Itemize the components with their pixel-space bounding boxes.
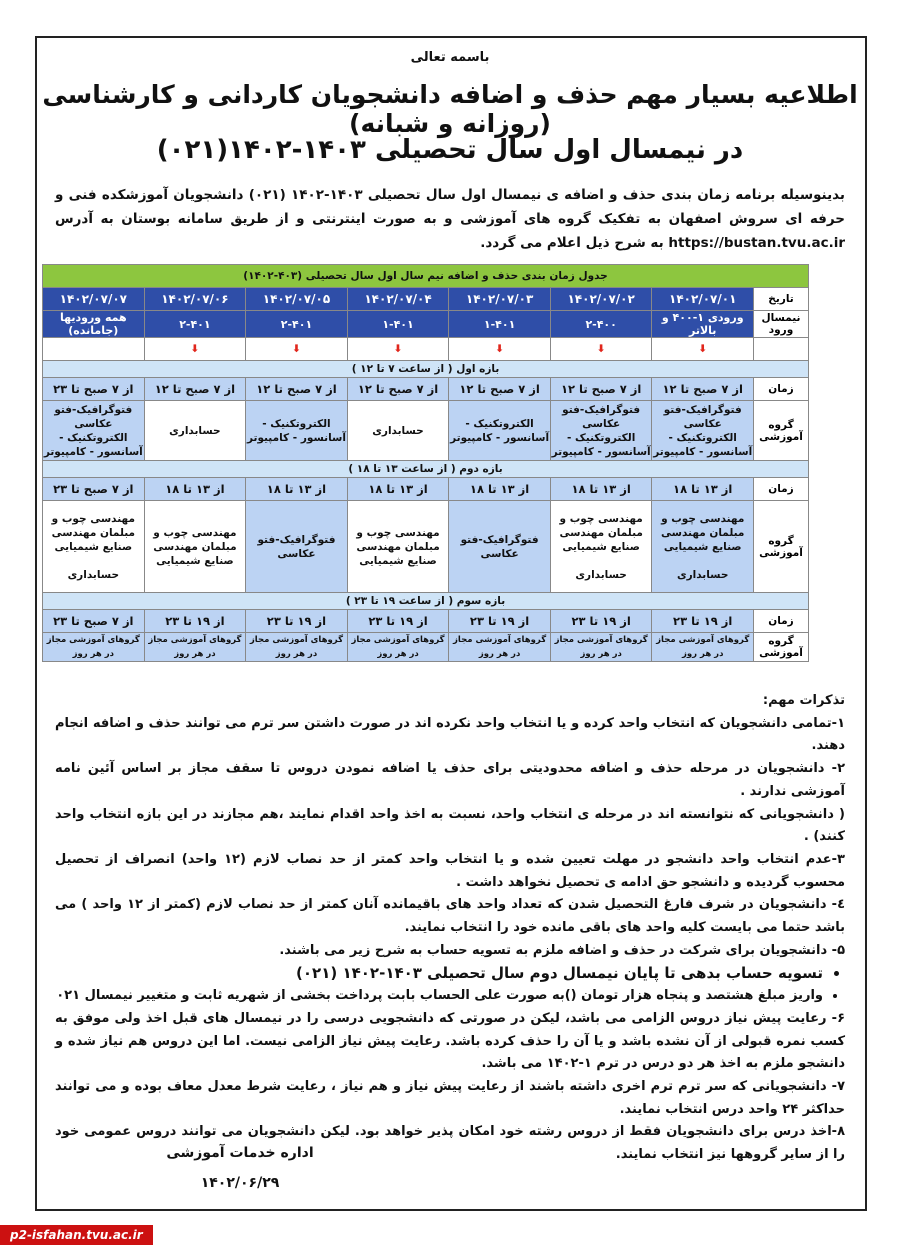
arrow-down-icon: ⬇ [652, 338, 754, 361]
signature-block [150, 1138, 330, 1198]
entry-cell: ۱-۴۰۱ [449, 311, 551, 338]
note-2b: ( دانشجویانی که نتوانسته اند در مرحله ی انتخاب واحد، نسبت به اخذ واحد اقدام نمایند ،هم مجازند در این بازه انتخاب واحد کنند) . [55, 806, 845, 845]
arrow-down-icon: ⬇ [246, 338, 348, 361]
note-5: ۵- دانشجویان برای شرکت در حذف و اضافه ملزم به تسویه حساب به شرح زیر می باشند. [279, 942, 845, 958]
row-label-time: زمان [754, 378, 809, 401]
note-5-bullet-2: • واریز مبلغ هشتصد و پنجاه هزار تومان ()به صورت علی الحساب بابت پرداخت بخشی از شهریه ثابت و متغییر نیمسال ۰۲۱ [55, 985, 823, 1008]
band-3-title: بازه سوم ( از ساعت ۱۹ تا ۲۳ ) [43, 593, 809, 610]
note-2: ۲- دانشجویان در مرحله حذف و اضافه محدودیتی برای حذف یا اضافه نمودن دروس تا سقف مجاز بر اساس آئین نامه آموزشی ندارند . [55, 761, 845, 799]
row-label-group: گروه آموزشی [754, 501, 809, 593]
group-cell: گروهای آموزشی مجاز در هر روز [43, 633, 145, 662]
date-cell: ۱۴۰۲/۰۷/۰۶ [144, 288, 246, 311]
arrow-down-icon: ⬇ [449, 338, 551, 361]
entry-cell: ورودی ۱-۴۰۰ و بالاتر [652, 311, 754, 338]
row-label-entry: نیمسال ورود [754, 311, 809, 338]
group-cell: گروهای آموزشی مجاز در هر روز [652, 633, 754, 662]
row-label-group: گروه آموزشی [754, 401, 809, 461]
group-cell: گروهای آموزشی مجاز در هر روز [347, 633, 449, 662]
note-1: ۱-تمامی دانشجویان که انتخاب واحد کرده و یا انتخاب واحد نکرده اند در صورت داشتن سر ترم می توانند حذف و اضافه انجام دهند. [55, 715, 845, 754]
time-cell: از ۱۹ تا ۲۳ [652, 610, 754, 633]
signature-date: ۱۴۰۲/۰۶/۲۹ [200, 1175, 280, 1191]
entry-cell: ۲-۴۰۱ [246, 311, 348, 338]
group-cell: حسابداری [144, 401, 246, 461]
note-8: ۸-اخذ درس برای دانشجویان فقط از دروس رشته خود امکان پذیر خواهد بود. لیکن دانشجویان می توانند دروس عمومی خود را از سایر گروهها نیز انتخاب نمایند. [55, 1124, 845, 1163]
group-cell: مهندسی چوب و مبلمان مهندسی صنایع شیمیایی [347, 501, 449, 593]
date-cell: ۱۴۰۲/۰۷/۰۵ [246, 288, 348, 311]
intro-paragraph: بدینوسیله برنامه زمان بندی حذف و اضافه ی نیمسال اول سال تحصیلی ۱۴۰۳-۱۴۰۲ (۰۲۱) دانشجویان آموزشکده فنی و حرفه ای سروش اصفهان به تفکیک گروه های آموزشی و به صورت اینترنتی و از طریق سامانه بوستان به آدرس https://bustan.tvu.ac.ir به شرح ذیل اعلام می گردد. [55, 187, 846, 251]
notes-heading: تذکرات مهم: [762, 693, 845, 708]
time-cell: از ۷ صبح تا ۲۳ [43, 378, 145, 401]
entry-cell: ۲-۴۰۱ [144, 311, 246, 338]
arrow-down-icon: ⬇ [347, 338, 449, 361]
note-6: ۶- رعایت پیش نیاز دروس الزامی می باشد، لیکن در صورتی که دانشجویی درسی را در نیمسال های قبل اخذ ولی موفق به کسب نمره قبولی از آن نشده باشد و یا آن را حذف کرده باشد. رعایت پیش نیاز الزامی نیست. اما این دروس هم نیاز شده و دانشجو ملزم به اخذ هر دو درس در ترم ۱-۱۴۰۲ می باشد. [55, 1010, 845, 1072]
group-cell: الکتروتکنیک - آسانسور - کامپیوتر [449, 401, 551, 461]
group-cell: گروهای آموزشی مجاز در هر روز [449, 633, 551, 662]
schedule-table [42, 264, 809, 662]
time-cell: از ۱۹ تا ۲۳ [347, 610, 449, 633]
note-7: ۷- دانشجویانی که سر ترم ترم اخری داشته باشند از رعایت پیش نیاز و هم نیاز ، رعایت شرط معدل معاف بوده و می توانند حداکثر ۲۴ واحد درس انتخاب نمایند. [55, 1078, 845, 1117]
band-2-title: بازه دوم ( از ساعت ۱۳ تا ۱۸ ) [43, 461, 809, 478]
note-5-bullet-1: • تسویه حساب بدهی تا پایان نیمسال دوم سال تحصیلی ۱۴۰۳-۱۴۰۲ (۰۲۱) [55, 962, 823, 985]
row-label-group: گروه آموزشی [754, 633, 809, 662]
arrow-down-icon: ⬇ [550, 338, 652, 361]
time-cell: از ۱۹ تا ۲۳ [449, 610, 551, 633]
group-cell: گروهای آموزشی مجاز در هر روز [550, 633, 652, 662]
group-cell: گروهای آموزشی مجاز در هر روز [246, 633, 348, 662]
time-cell: از ۱۳ تا ۱۸ [449, 478, 551, 501]
entry-cell: ۲-۴۰۰ [550, 311, 652, 338]
group-cell: فتوگرافیک-فتو عکاسی الکتروتکنیک - آسانسور - کامپیوتر [550, 401, 652, 461]
time-cell: از ۱۳ تا ۱۸ [347, 478, 449, 501]
group-cell: مهندسی چوب و مبلمان مهندسی صنایع شیمیایی حسابداری [43, 501, 145, 593]
time-cell: از ۷ صبح تا ۱۲ [652, 378, 754, 401]
page-title: اطلاعیه بسیار مهم حذف و اضافه دانشجویان کاردانی و کارشناسی (روزانه و شبانه) [42, 80, 858, 138]
time-cell: از ۷ صبح تا ۲۳ [43, 610, 145, 633]
date-cell: ۱۴۰۲/۰۷/۰۱ [652, 288, 754, 311]
date-cell: ۱۴۰۲/۰۷/۰۷ [43, 288, 145, 311]
group-cell: مهندسی چوب و مبلمان مهندسی صنایع شیمیایی [144, 501, 246, 593]
note-3: ۳-عدم انتخاب واحد دانشجو در مهلت تعیین شده و یا انتخاب واحد کمتر از حد نصاب لازم (۱۲ واحد) انصراف از تحصیل محسوب گردیده و دانشجو حق ادامه ی تحصیل نخواهد داشت . [55, 851, 845, 890]
entry-cell: ۱-۴۰۱ [347, 311, 449, 338]
schedule-title: جدول زمان بندی حذف و اضافه نیم سال اول سال تحصیلی (۴۰۳-۱۴۰۲) [43, 265, 809, 288]
group-cell: فتوگرافیک-فتو عکاسی الکتروتکنیک - آسانسور - کامپیوتر [652, 401, 754, 461]
bismillah: باسمه تعالی [410, 50, 490, 65]
time-cell: از ۷ صبح تا ۱۲ [144, 378, 246, 401]
time-cell: از ۷ صبح تا ۲۳ [43, 478, 145, 501]
time-cell: از ۷ صبح تا ۱۲ [449, 378, 551, 401]
time-cell: از ۱۹ تا ۲۳ [144, 610, 246, 633]
date-cell: ۱۴۰۲/۰۷/۰۴ [347, 288, 449, 311]
time-cell: از ۱۳ تا ۱۸ [550, 478, 652, 501]
time-cell: از ۱۹ تا ۲۳ [246, 610, 348, 633]
group-cell: مهندسی چوب و مبلمان مهندسی صنایع شیمیایی حسابداری [652, 501, 754, 593]
time-cell: از ۷ صبح تا ۱۲ [246, 378, 348, 401]
signature-office: اداره خدمات آموزشی [166, 1145, 314, 1161]
group-cell: گروهای آموزشی مجاز در هر روز [144, 633, 246, 662]
band-1-title: بازه اول ( از ساعت ۷ تا ۱۲ ) [43, 361, 809, 378]
note-4: ٤- دانشجویان در شرف فارغ التحصیل شدن که تعداد واحد های باقیمانده آنان کمتر از حد نصاب لازم (کمتر از ۱۲ واحد ) می باشد حتما می بایست کلیه واحد های باقی مانده خود را انتخاب نمایند. [55, 897, 846, 936]
time-cell: از ۱۳ تا ۱۸ [652, 478, 754, 501]
time-cell: از ۱۳ تا ۱۸ [246, 478, 348, 501]
group-cell: فتوگرافیک-فتو عکاسی الکتروتکنیک - آسانسور - کامپیوتر [43, 401, 145, 461]
time-cell: از ۱۹ تا ۲۳ [550, 610, 652, 633]
entry-cell: همه ورودیها (جامانده) [43, 311, 145, 338]
arrow-down-icon: ⬇ [144, 338, 246, 361]
group-cell: فتوگرافیک-فتو عکاسی [246, 501, 348, 593]
time-cell: از ۱۳ تا ۱۸ [144, 478, 246, 501]
notes-section [55, 690, 845, 1167]
time-cell: از ۷ صبح تا ۱۲ [347, 378, 449, 401]
footer-url[interactable]: p2-isfahan.tvu.ac.ir [0, 1225, 153, 1245]
row-label-time: زمان [754, 610, 809, 633]
row-label-time: زمان [754, 478, 809, 501]
group-cell: فتوگرافیک-فتو عکاسی [449, 501, 551, 593]
row-label-date: تاریخ [754, 288, 809, 311]
group-cell: حسابداری [347, 401, 449, 461]
date-cell: ۱۴۰۲/۰۷/۰۲ [550, 288, 652, 311]
group-cell: الکتروتکنیک - آسانسور - کامپیوتر [246, 401, 348, 461]
page-subtitle: در نیمسال اول سال تحصیلی ۱۴۰۳-۱۴۰۲(۰۲۱) [156, 135, 744, 165]
date-cell: ۱۴۰۲/۰۷/۰۳ [449, 288, 551, 311]
group-cell: مهندسی چوب و مبلمان مهندسی صنایع شیمیایی حسابداری [550, 501, 652, 593]
time-cell: از ۷ صبح تا ۱۲ [550, 378, 652, 401]
